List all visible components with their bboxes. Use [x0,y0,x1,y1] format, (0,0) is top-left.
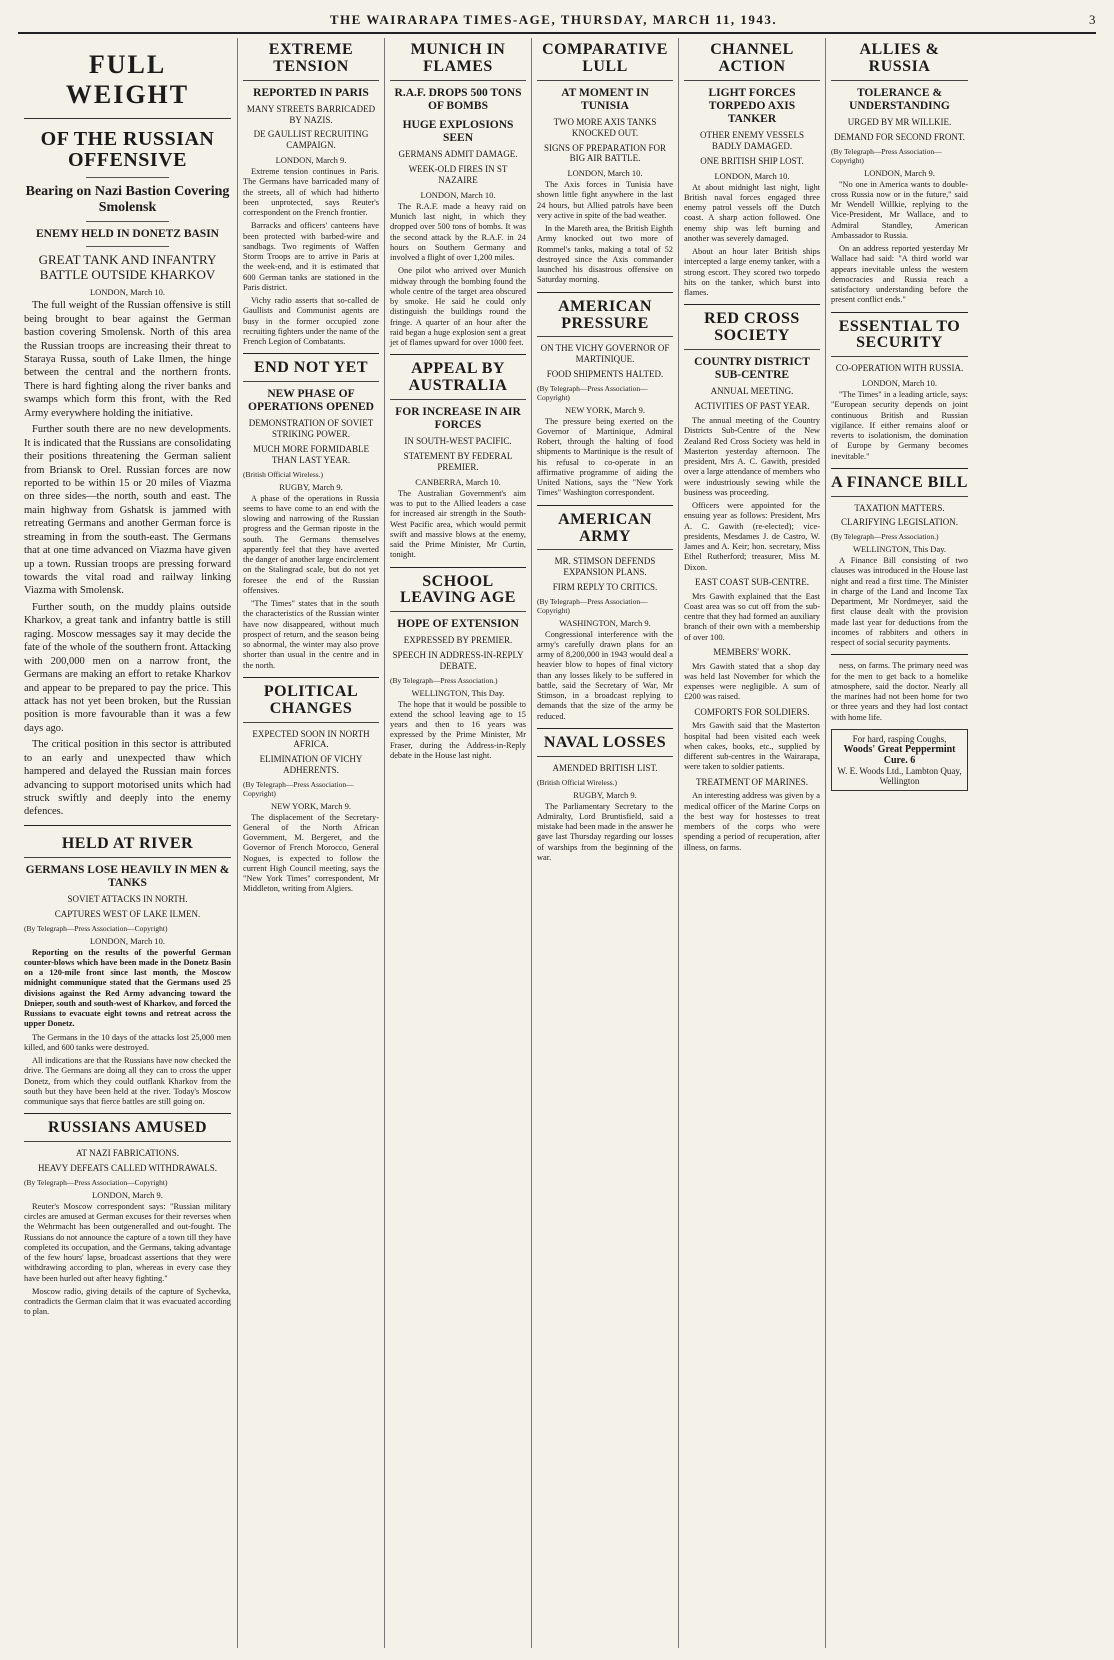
section-divider [24,825,231,826]
article-paragraph: The Axis forces in Tunisia have shown little fight anywhere in the last 24 hours, but Allied patrols have been very active in spite of the bad weather. [537,180,673,220]
article-paragraph: Mrs Gawith stated that a shop day was held last November for which the expenses were negligible. A sum of £200 was raised. [684,661,820,702]
column-1 [18,38,238,1648]
story-subhead: HUGE EXPLOSIONS SEEN [402,119,514,145]
story-subhead: NEW PHASE OF OPERATIONS OPENED [248,388,374,414]
credit-line: (By Telegraph—Press Association—Copyright) [537,596,648,615]
story-subhead: ELIMINATION OF VICHY ADHERENTS. [259,754,363,775]
article-paragraph: The hope that it would be possible to extend the school leaving age to 15 years and then to 16 years was expressed by the Prime Minister, Mr Fraser, during the Address-in-Reply debate in the House last night. [390,699,526,760]
dateline: LONDON, March 10. [567,168,643,179]
article-paragraph: The Germans in the 10 days of the attacks lost 25,000 men killed, and 600 tanks were destroyed. [24,1032,231,1052]
story-subhead: TREATMENT OF MARINES. [695,776,809,787]
story-subhead: SOVIET ATTACKS IN NORTH. [67,894,188,905]
lead-subhead-4: GREAT TANK AND INFANTRY BATTLE OUTSIDE KHARKOV [38,252,217,283]
credit-line: (By Telegraph—Press Association—Copyright) [24,923,168,933]
credit-line: (By Telegraph—Press Association—Copyright) [243,779,354,798]
story-headline: HELD AT RIVER [24,836,231,858]
section-divider [243,677,379,678]
story-headline: A FINANCE BILL [831,475,968,497]
article-paragraph: A Finance Bill consisting of two clauses was introduced in the House last night and read a first time. The Minister in charge of the Land and Income Tax Department, Mr Nordmeyer, said the first clause dealt with the provision made last year for deductions from the incomes of rabbiters and others in respect of social security payments. [831,556,968,648]
story-subhead: R.A.F. DROPS 500 TONS OF BOMBS [394,86,522,112]
article-paragraph: "The Times" in a leading article, says: "European security depends on joint continuous British and Russian vigilance. If either remains aloof or reverts to isolationism, the domination of Europe by Germany becomes inevitable." [831,390,968,461]
masthead [18,8,1096,34]
story-subhead: CAPTURES WEST OF LAKE ILMEN. [54,908,201,919]
dateline: RUGBY, March 9. [573,789,637,800]
article-paragraph: Vichy radio asserts that so-called de Gaullists and Communist agents are busy in the former occupied zone recruiting fighters under the name of the French Legion of Combatants. [243,296,379,346]
section-divider [243,353,379,354]
dateline: WELLINGTON, This Day. [411,687,505,698]
dateline: LONDON, March 10. [89,287,166,298]
story-subhead: HEAVY DEFEATS CALLED WITHDRAWALS. [37,1163,218,1174]
story-subhead: MUCH MORE FORMIDABLE THAN LAST YEAR. [252,444,369,465]
story-subhead: GERMANS ADMIT DAMAGE. [398,149,518,160]
section-divider [684,304,820,305]
article-paragraph: About an hour later British ships intercepted a large enemy tanker, with a strong escort. They scored two torpedo hits on the tanker, which burst into flames. [684,247,820,298]
credit-line: (British Official Wireless.) [243,469,324,479]
advertisement [831,729,968,791]
dateline: NEW YORK, March 9. [564,404,646,415]
story-headline: NAVAL LOSSES [537,735,673,757]
lead-subhead-3: ENEMY HELD IN DONETZ BASIN [36,228,219,241]
story-subhead: OTHER ENEMY VESSELS BADLY DAMAGED. [699,130,804,152]
paper-title: THE WAIRARAPA TIMES-AGE, THURSDAY, MARCH 11, 1943. [329,12,778,27]
article-paragraph: The Australian Government's aim was to put to the Allied leaders a case for increased air strength in the South-West Pacific area, which would permit swift and massive blows at the enemy, said the Prime Minister, Mr Curtin, tonight. [390,488,526,560]
lead-headline: FULL WEIGHT [24,38,231,119]
story-subhead: TWO MORE AXIS TANKS KNOCKED OUT. [553,117,657,138]
story-subhead: ONE BRITISH SHIP LOST. [700,155,804,166]
section-divider [390,567,526,568]
section-divider [537,292,673,293]
story-subhead: EXPRESSED BY PREMIER. [403,635,513,646]
columns [18,38,1096,1648]
credit-line: (By Telegraph—Press Association—Copyright) [537,383,648,402]
story-subhead: COUNTRY DISTRICT SUB-CENTRE [694,355,810,382]
article-paragraph: The pressure being exerted on the Governor of Martinique, Admiral Robert, through the halting of food shipments to Martinique is the result of his refusal to co-operate in an affirmative programme of aiding the United Nations, says the "New York Times" Washington correspondent. [537,416,673,498]
article-paragraph: ness, on farms. The primary need was for the men to get back to a homelike atmosphere, said the doctor. Nearly all the marines had not been home for two or three years and they had lost contact with home life. [831,661,968,722]
lead-subhead-1: OF THE RUSSIAN OFFENSIVE [40,128,215,171]
story-headline: ALLIES & RUSSIA [831,42,968,81]
story-subhead: FIRM REPLY TO CRITICS. [552,581,658,592]
held-at-river-story [24,832,231,1321]
section-divider [537,728,673,729]
credit-line: (By Telegraph—Press Association.) [390,675,498,685]
story-subhead: ON THE VICHY GOVERNOR OF MARTINIQUE. [540,343,670,365]
article-paragraph: All indications are that the Russians have now checked the drive. The Germans are doing all they can to cross the upper Donetz, from which they could outflank Kharkov from the south but they have been held at the river. Today's Moscow communique says that fierce battles are still going on. [24,1056,231,1107]
article-paragraph: One pilot who arrived over Munich midway through the bombing found the whole centre of the target area obscured by smoke. He said he could only distinguish the buildings round the fringe. A quarter of an hour after the raid began a huge explosion sent a great jet of flames upward for over 1000 feet. [390,266,526,348]
story-subhead: IN SOUTH-WEST PACIFIC. [404,436,512,447]
credit-line: (British Official Wireless.) [537,777,618,787]
ad-line: W. E. Woods Ltd., Lambton Quay, Wellington [837,765,962,786]
article-paragraph: An interesting address was given by a medical officer of the Marine Corps on the best way for hostesses to treat members of the corps who were spending a period of recuperation, after illness, on farms. [684,791,820,852]
story-subhead: TAXATION MATTERS. [854,502,945,513]
ad-line: Woods' Great Peppermint Cure. 6 [843,743,956,766]
story-subhead: WEEK-OLD FIRES IN ST NAZAIRE [408,164,508,186]
dateline: LONDON, March 9. [864,167,935,178]
article-paragraph: Officers were appointed for the ensuing year as follows: President, Mrs A. C. Gawith (re-elected); vice-presidents, Mesdames J. de Castro, W. James and A. Keir; hon. secretary, Miss Ethel Rutherford; treasurer, Miss M. Dixon. [684,501,820,572]
story-headline: APPEAL BY AUSTRALIA [390,361,526,400]
story-subhead: DEMONSTRATION OF SOVIET STRIKING POWER. [248,418,374,440]
article-paragraph: "No one in America wants to double-cross Russia now or in the future," said Mr Wendell Willkie, replying to the Vice-President, Mr Wallace, and to Admiral Standley, American Ambassador to Russia. [831,179,968,240]
story-subhead: COMFORTS FOR SOLDIERS. [694,706,810,717]
story-subhead: SPEECH IN ADDRESS-IN-REPLY DEBATE. [392,650,524,671]
dateline: WASHINGTON, March 9. [559,617,651,628]
section-divider [831,468,968,469]
story-subhead: CO-OPERATION WITH RUSSIA. [835,363,964,374]
story-headline: AMERICAN PRESSURE [537,299,673,338]
column-4 [532,38,679,1648]
divider [86,246,169,247]
column-5 [679,38,826,1648]
dateline: LONDON, March 10. [861,378,938,389]
dateline: LONDON, March 10. [420,189,496,200]
story-headline: CHANNEL ACTION [684,42,820,81]
article-paragraph: The R.A.F. made a heavy raid on Munich last night, in which they dropped over 500 tons of bombs. It was the second attack by the R.A.F. in 24 hours on Southern Germany and involved a flight of over 1,200 miles. [390,201,526,263]
story-headline: SCHOOL LEAVING AGE [390,574,526,613]
story-subhead: GERMANS LOSE HEAVILY IN MEN & TANKS [25,863,230,889]
article-paragraph: In the Mareth area, the British Eighth Army knocked out two more of Rommel's tanks, making a total of 52 destroyed since the Axis commander launched his disastrous offensive on Saturday morning. [537,224,673,285]
article-paragraph: Reporting on the results of the powerful German counter-blows which have been made in the Donetz Basin on a 120-mile front since last month, the Moscow midnight communique stated that the Germans used 25 divisions against the Red Army advancing toward the Dnieper, south and south-west of Kharkov, and forced the Russians to evacuate eight towns and retreat across the upper Donetz. [24,947,231,1029]
dateline: RUGBY, March 9. [279,481,343,492]
story-subhead: ANNUAL MEETING. [710,386,794,397]
story-subhead: HOPE OF EXTENSION [397,618,519,631]
article-paragraph: The displacement of the Secretary-General of the North African Government, M. Bergeret, and the Governor of French Morocco, General Nogues, is expected to follow the current High Council meeting, says the "New York Times" correspondent, Mr Middleton, writing from Algiers. [243,812,379,894]
story-subhead: LIGHT FORCES TORPEDO AXIS TANKER [708,86,796,126]
story-subhead: FOR INCREASE IN AIR FORCES [395,405,521,432]
column-2 [238,38,385,1648]
story-subhead: CLARIFYING LEGISLATION. [841,517,958,528]
story-headline: RED CROSS SOCIETY [684,311,820,350]
article-paragraph: Barracks and officers' canteens have been protected with barbed-wire and sandbags. Two regiments of Waffen Storm Troops are to arrive in Paris at the week-end, and it is estimated that 600 German tanks are stationed in the Paris district. [243,221,379,292]
dateline: LONDON, March 9. [92,1189,163,1200]
credit-line: (By Telegraph—Press Association.) [831,532,939,542]
article-paragraph: Mrs Gawith explained that the East Coast area was so cut off from the sub-centre that they had formed an auxiliary branch of their own with a membership of over 100. [684,591,820,642]
story-subhead: EXPECTED SOON IN NORTH AFRICA. [252,728,370,750]
article-paragraph: A phase of the operations in Russia seems to have come to an end with the slowing and narrowing of the Russian progress and the German riposte in the south. The Germans themselves apparently feel that they have averted the danger of another large encirclement on the Stalingrad scale, but do not yet foresee the end of the Russian offensives. [243,493,379,595]
lead-subhead-2: Bearing on Nazi Bastion Covering Smolensk [25,184,230,216]
story-subhead: ACTIVITIES OF PAST YEAR. [694,401,810,412]
article-paragraph: On an address reported yesterday Mr Wallace had said: "A third world war appears inevitable unless the western democracies and Russia reach a satisfactory understanding before the present conflict ends." [831,244,968,305]
story-headline: POLITICAL CHANGES [243,684,379,723]
dateline: LONDON, March 10. [89,935,166,946]
dateline: CANBERRA, March 10. [415,476,501,487]
article-paragraph: Moscow radio, giving details of the capture of Sychevka, contradicts the German claim that it was evacuated according to plan. [24,1286,231,1317]
dateline: LONDON, March 9. [275,155,347,165]
article-paragraph: Reuter's Moscow correspondent says: "Russian military circles are amused at German excuses for their reverses when the Wehrmacht has been outgeneralled and out-fought. The Russians do not announce the capture of a town till they have completed its occupation, and the Germans, taking advantage of the few hours' lapse, broadcast assertions that they were withdrawing according to plan, whereas in every case they have been hurled out after heavy fighting." [24,1201,231,1283]
story-headline: RUSSIANS AMUSED [24,1120,231,1142]
article-paragraph: Congressional interference with the army's carefully drawn plans for an army of 8,200,000 in 1943 would deal a heavier blow to hopes of final victory than any losses likely to be suffered in battle, said the Secretary of War, Mr Stimson, in a broadcast replying to demands that the size of the army be reduced. [537,629,673,721]
section-divider [831,654,968,655]
story-subhead: MR. STIMSON DEFENDS EXPANSION PLANS. [554,556,656,578]
article-paragraph: Further south there are no new developments. It is indicated that the Russians are consolidating their positions threatening the German salient from Briansk to Orel. Russian forces are now reported to be within 15 or 20 miles of Viazma on three sides—the north, south and east. The main highway from Gshatsk is jammed with retreating Germans and another German force is streaming in from the south-east. The Germans that at one time advanced on Viazma have given up a town. Russian troops are pressing forward towards the vital road and railway linking Viazma with Smolensk. [24,424,231,597]
story-subhead: SIGNS OF PREPARATION FOR BIG AIR BATTLE. [544,142,666,164]
story-subhead: URGED BY MR WILLKIE. [847,117,952,128]
story-headline: AMERICAN ARMY [537,512,673,551]
column-3 [385,38,532,1648]
article-paragraph: The annual meeting of the Country Districts Sub-Centre of the New Zealand Red Cross Society was held in Masterton yesterday afternoon. The president, Mrs A. C. Gawith, presided over a large attendance of members who were industriously sewing while the business was proceeding. [684,416,820,497]
story-headline: COMPARATIVE LULL [537,42,673,81]
story-subhead: FOOD SHIPMENTS HALTED. [546,368,664,379]
article-paragraph: Further south, on the muddy plains outside Kharkov, a great tank and infantry battle is still raging. Moscow messages say it may decide the fate of the whole of the southern front. Attacking with 200,000 men on a narrow front, the Germans are making an effort to retake Kharkov and appear to be prepared to pay the price. This attack has not yet been broken, but the Russian position is more favourable than it was a few days ago. [24,601,231,734]
section-divider [24,1113,231,1114]
story-headline: ESSENTIAL TO SECURITY [831,319,968,358]
story-headline: EXTREME TENSION [243,42,379,81]
article-paragraph: Extreme tension continues in Paris. The Germans have barricaded many of the streets, all of which had hitherto been unprotected, says Reuter's correspondent on the French frontier. [243,167,379,217]
story-subhead: MANY STREETS BARRICADED BY NAZIS. [246,103,376,125]
story-subhead: DE GAULLIST RECRUITING CAMPAIGN. [253,129,369,151]
divider [86,177,169,178]
article-paragraph: The Parliamentary Secretary to the Admiralty, Lord Bruntisfield, said a mistake had been made in the answer he gave last Thursday regarding our losses of warships from the beginning of the war. [537,801,673,862]
story-subhead: AT NAZI FABRICATIONS. [76,1148,179,1159]
story-headline: END NOT YET [243,360,379,382]
sub-columns [24,832,231,1321]
article-paragraph: The full weight of the Russian offensive is still being brought to bear against the German bastion covering Smolensk. North of this area the Russian troops are increasing their threat to Staraya Russa, south of Lake Ilmen, the hinge between the central and the northern fronts. There is hard fighting along the river banks and swamps which form this front, with the Red Army everywhere holding the initiative. [24,300,231,419]
dateline: NEW YORK, March 9. [270,800,352,811]
dateline: WELLINGTON, This Day. [852,544,947,555]
divider [86,221,169,222]
story-subhead: REPORTED IN PARIS [253,86,369,99]
credit-line: (By Telegraph—Press Association—Copyright) [24,1177,168,1187]
page-number: 3 [1088,12,1096,27]
story-subhead: MEMBERS' WORK. [713,646,791,657]
article-paragraph: "The Times" states that in the south the characteristics of the Russian winter have now disappeared, without much prospect of return, and the season being so abnormal, the winter may also prove shorter than usual in the centre and in the north. [243,599,379,670]
section-divider [537,505,673,506]
story-subhead: EAST COAST SUB-CENTRE. [695,576,809,587]
section-divider [831,312,968,313]
story-headline: MUNICH IN FLAMES [390,42,526,81]
ad-line: For hard, rasping Coughs, [852,733,947,744]
section-divider [390,354,526,355]
credit-line: (By Telegraph—Press Association—Copyright) [831,146,942,165]
article-paragraph: The critical position in this sector is attributed to an early and unexpected thaw which hampered and delayed the Russian main forces advancing to support motorised units which had struck swiftly and deeply into the enemy defences. [24,739,231,818]
article-paragraph: At about midnight last night, light British naval forces engaged three enemy patrol vessels off the Dutch coast. A sharp action followed. One enemy ship was left burning and another was severely damaged. [684,182,820,243]
story-subhead: AMENDED BRITISH LIST. [552,762,658,773]
story-subhead: DEMAND FOR SECOND FRONT. [834,131,965,142]
story-subhead: TOLERANCE & UNDERSTANDING [849,86,950,112]
story-subhead: STATEMENT BY FEDERAL PREMIER. [403,451,513,472]
story-subhead: AT MOMENT IN TUNISIA [561,86,649,112]
dateline: LONDON, March 10. [714,170,790,181]
column-6 [826,38,973,1648]
article-paragraph: Mrs Gawith said that the Masterton hospital had been visited each week when cakes, books, etc., supplied by different sub-centres in the Wairarapa, were taken to soldier patients. [684,721,820,772]
